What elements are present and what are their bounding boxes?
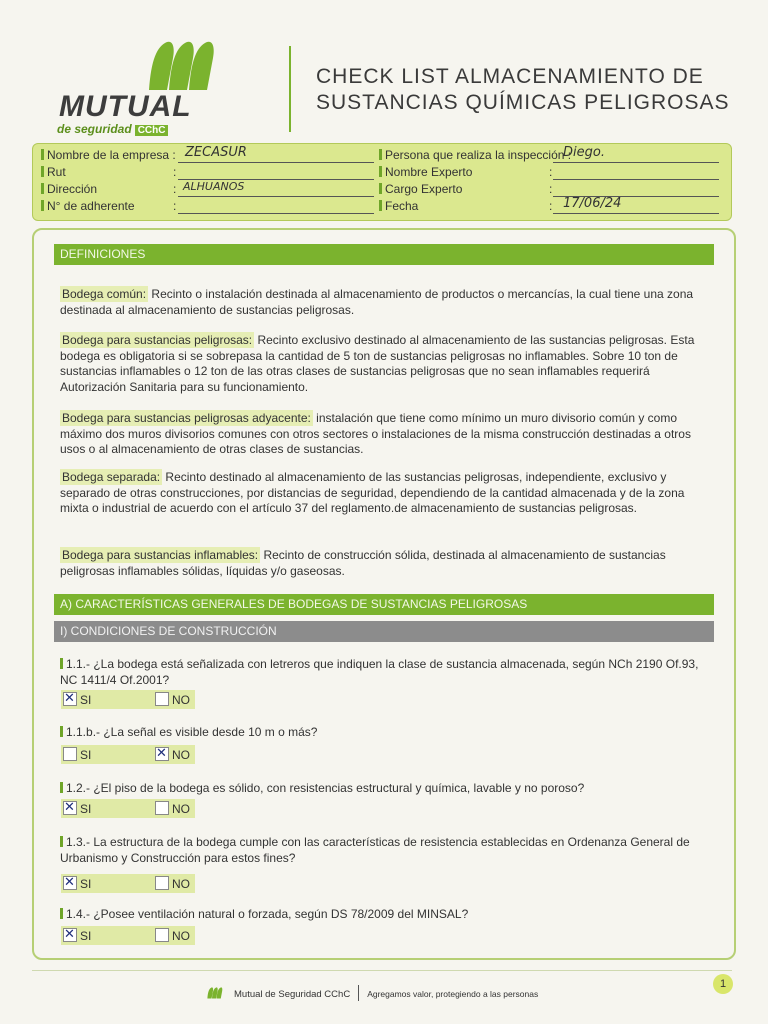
header-divider [289,46,291,132]
option-no[interactable]: NO [155,692,190,707]
option-no[interactable]: NO [155,801,190,816]
cchc-badge: CChC [135,125,169,136]
empresa-value: ZECASUR [185,145,247,160]
inspection-info-box [32,143,732,221]
definition-bodega-sustancias-peligrosas: Bodega para sustancias peligrosas: Recinto exclusivo destinado al almacenamiento de las sustancias peligrosas. Esta bodega es obligatoria si se sobrepasa la cantidad de 5 ton de sustancias peligrosas no inflamables. Sobre 10 ton de sustancias inflamables o 12 ton de las otras clases de sustancias peligrosas que no sean inflamables requerirá Autorización Sanitaria para su funcionamiento. [60,333,695,394]
rut-row: Rut : [41,164,371,181]
option-si[interactable]: ✕SI [63,801,91,816]
option-no[interactable]: ✕ NO [155,747,190,762]
definition-bodega-adyacente: Bodega para sustancias peligrosas adyacente: instalación que tiene como mínimo un muro divisorio común y como máximo dos muros divisorios comunes con otros sectores o instalaciones de la misma construcción destinadas a otros usos o al almacenamiento de otras clases de sustancias. [60,411,691,457]
definition-bodega-inflamables: Bodega para sustancias inflamables: Recinto de construcción sólida, destinada al almacenamiento de sustancias peligrosas inflamables sólidas, líquidas y/o gaseosas. [60,548,666,578]
footer-slogan: Agregamos valor, protegiendo a las personas [367,989,539,999]
checkbox-no-1-1b[interactable] [155,747,169,761]
fecha-value: 17/06/24 [563,196,622,211]
option-no[interactable]: NO [155,928,190,943]
persona-value: Diego. [563,145,605,160]
option-no[interactable]: NO [155,876,190,891]
answer-1-1 [61,690,195,709]
mutual-logo [55,40,255,140]
page-number: 1 [713,974,733,994]
checkbox-si-1-4[interactable] [63,928,77,942]
adherente-row: N° de adherente : [41,198,371,215]
definition-bodega-separada: Bodega separada: Recinto destinado al almacenamiento de las sustancias peligrosas, independiente, exclusivo y separado de otras construcciones, por distancias de seguridad, dependiendo de la cantidad almacenada y de la zona mixta o industrial de acuerdo con el artículo 37 del reglamento.de almacenamiento de sustancias peligrosas. [60,470,685,516]
mutual-m-icon [147,40,217,92]
section-i-heading: I) CONDICIONES DE CONSTRUCCIÓN [54,621,714,642]
title-line-1: CHECK LIST ALMACENAMIENTO DE [316,65,704,88]
checkbox-no-1-3[interactable] [155,876,169,890]
direccion-row: Dirección : ALHUANOS [41,181,371,198]
definiciones-heading: DEFINICIONES [54,244,714,265]
question-1-2: 1.2.- ¿El piso de la bodega es sólido, con resistencias estructural y química, lavable y no poroso? [60,780,715,796]
mutual-m-icon [204,987,226,999]
checkbox-no-1-1[interactable] [155,692,169,706]
section-a-heading: A) CARACTERÍSTICAS GENERALES DE BODEGAS DE SUSTANCIAS PELIGROSAS [54,594,714,615]
cargo-row: Cargo Experto : [379,181,724,198]
checkbox-si-1-3[interactable] [63,876,77,890]
answer-1-4 [61,926,195,945]
experto-row: Nombre Experto : [379,164,724,181]
checkbox-no-1-4[interactable] [155,928,169,942]
option-si[interactable]: ✕SI [63,928,91,943]
question-1-1b: 1.1.b.- ¿La señal es visible desde 10 m o más? [60,724,715,740]
persona-row: Persona que realiza la inspección : Diego. [379,147,724,164]
footer-divider [32,970,732,971]
adherente-field[interactable] [178,198,374,214]
empresa-row: Nombre de la empresa : ZECASUR [41,147,371,164]
experto-field[interactable] [553,164,719,180]
question-1-4: 1.4.- ¿Posee ventilación natural o forzada, según DS 78/2009 del MINSAL? [60,906,715,922]
checkbox-si-1-2[interactable] [63,801,77,815]
option-si[interactable]: ✕SI [63,876,91,891]
question-1-1: 1.1.- ¿La bodega está señalizada con letreros que indiquen la clase de sustancia almacenada, según NCh 2190 Of.93, NC 1411/4 Of.2001? [60,657,699,687]
fecha-row: Fecha : 17/06/24 [379,198,724,215]
page-footer [204,985,538,1001]
title-line-2: SUSTANCIAS QUÍMICAS PELIGROSAS [316,91,730,114]
footer-company: Mutual de Seguridad CChC [234,989,351,1000]
question-1-3: 1.3.- La estructura de la bodega cumple con las características de resistencia establecidas en Ordenanza General de Urbanismo y Construcción para estos fines? [60,835,690,865]
logo-wordmark: MUTUAL [59,90,192,123]
direccion-value: ALHUANOS [183,180,245,193]
option-si[interactable]: ✕SI [63,692,91,707]
answer-1-1b [61,745,195,764]
answer-1-2 [61,799,195,818]
checkbox-si-1-1[interactable] [63,692,77,706]
definition-bodega-comun: Bodega común: Recinto o instalación destinada al almacenamiento de productos o mercancías, la cual tiene una zona destinada al almacenamiento de sustancias peligrosas. [60,287,694,317]
checkbox-no-1-2[interactable] [155,801,169,815]
option-si[interactable]: SI [63,747,91,762]
logo-subtitle: de seguridad CChC [57,122,168,136]
document-title [316,64,730,116]
answer-1-3 [61,874,195,893]
checkbox-si-1-1b[interactable] [63,747,77,761]
